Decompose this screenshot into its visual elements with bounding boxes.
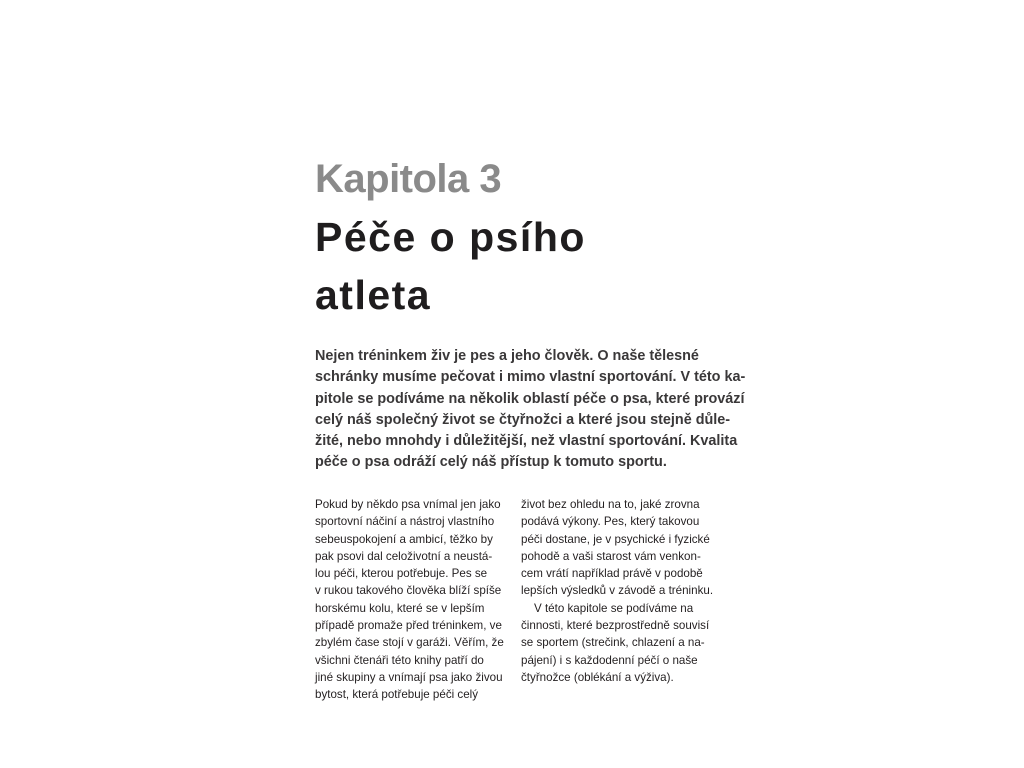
body-line: pájení) i s každodenní péčí o naše [521,653,698,667]
body-line: lepších výsledků v závodě a tréninku. [521,584,714,598]
body-line: případě promaže před tréninkem, ve [315,619,502,633]
body-line: všichni čtenáři této knihy patří do [315,653,484,667]
lead-line: péče o psa odráží celý náš přístup k tomuto sportu. [315,454,667,471]
body-line: horskému kolu, které se v lepším [315,601,485,615]
body-line: cem vrátí například právě v podobě [521,567,703,581]
lead-paragraph [315,346,746,474]
body-line: podává výkony. Pes, který takovou [521,515,700,529]
lead-line: žité, nebo mnohdy i důležitější, než vlastní sportování. Kvalita [315,433,738,450]
body-line: v rukou takového člověka blíží spíše [315,584,502,598]
body-line: zbylém čase stojí v garáži. Věřím, že [315,636,504,650]
body-line: se sportem (strečink, chlazení a na- [521,636,705,650]
lead-line: schránky musíme pečovat i mimo vlastní sportování. V této ka- [315,369,746,386]
body-column-left [315,496,515,704]
lead-line: Nejen tréninkem živ je pes a jeho člověk. O naše tělesné [315,348,699,364]
body-column-right [521,496,721,686]
chapter-title [315,208,735,324]
body-line: péči dostane, je v psychické i fyzické [521,532,710,546]
chapter-title-line: atleta [315,272,432,318]
lead-line: celý náš společný život se čtyřnožci a které jsou stejně důle- [315,411,731,428]
body-line: čtyřnožce (oblékání a výživa). [521,670,674,684]
body-line: bytost, která potřebuje péči celý [315,688,479,702]
chapter-number: Kapitola 3 [315,157,502,201]
body-line: život bez ohledu na to, jaké zrovna [521,498,700,511]
body-line: sportovní náčiní a nástroj vlastního [315,515,495,529]
body-line: lou péči, kterou potřebuje. Pes se [315,567,488,581]
body-line: sebeuspokojení a ambicí, těžko by [315,532,493,546]
body-line: činnosti, které bezprostředně souvisí [521,619,710,633]
chapter-title-line: Péče o psího [315,214,586,260]
body-line: Pokud by někdo psa vnímal jen jako [315,498,501,511]
lead-line: pitole se podíváme na několik oblastí péče o psa, které provází [315,390,745,407]
body-line: pak psovi dal celoživotní a neustá- [315,549,493,563]
body-line: V této kapitole se podíváme na [534,601,694,615]
body-line: pohodě a vaši starost vám venkon- [521,549,701,563]
body-line: jiné skupiny a vnímají psa jako živou [315,670,503,684]
